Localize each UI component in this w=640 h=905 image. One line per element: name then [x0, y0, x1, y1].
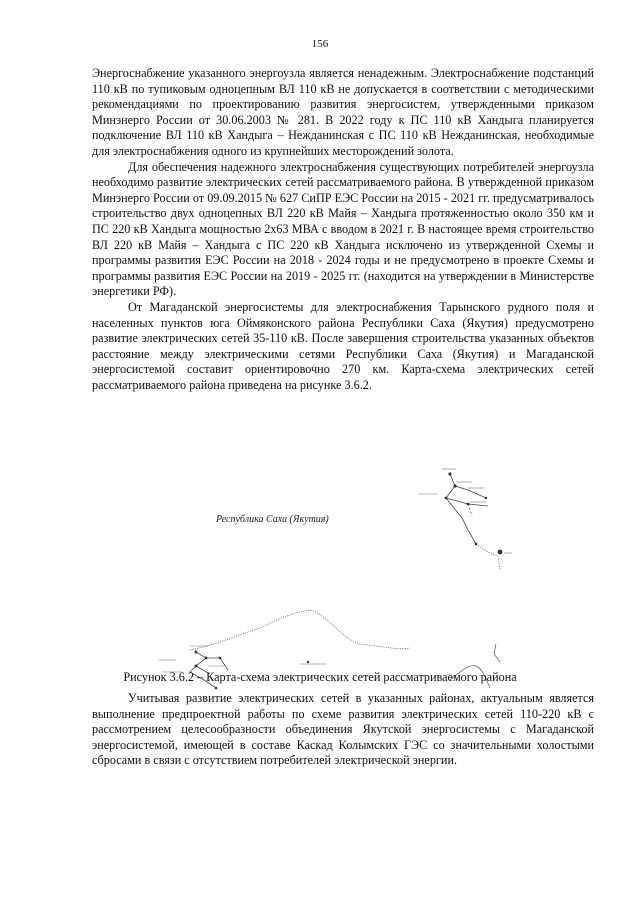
node-ne-1 [448, 472, 451, 475]
body-text [92, 66, 594, 393]
line-ne-3 [446, 498, 476, 544]
line-ne-5 [476, 544, 500, 570]
northeast-label-marks [418, 469, 512, 553]
paragraph-3: От Магаданской энергосистемы для электроснабжения Тарынского рудного поля и населенных пунктов юга Оймяконского района Республики Саха (Якутия) предусмотрено развитие электрических сетей 35-110 кВ. После завершения строительства указанных объектов расстояние между электрическими сетями Республики Саха (Якутия) и Магаданской энергосистемой составит ориентировочно 270 км. Карта-схема электрических сетей рассматриваемого района приведена на рисунке 3.6.2. [92, 299, 594, 392]
northeast-network [446, 474, 500, 570]
node-ne-6 [475, 543, 478, 546]
figure-caption: Рисунок 3.6.2 – Карта-схема электрических сетей рассматриваемого района [123, 670, 517, 684]
electric-network-map [150, 458, 530, 690]
node-center-south [307, 661, 309, 663]
node-ne-2 [453, 484, 456, 487]
map-title: Республика Саха (Якутия) [216, 514, 329, 525]
southwest-label-marks [158, 646, 326, 672]
node-sw-2 [205, 657, 208, 660]
boundary-line [190, 610, 410, 650]
node-ne-3 [445, 497, 448, 500]
node-sw-1 [195, 651, 198, 654]
node-sw-4 [219, 657, 222, 660]
node-ne-7 [498, 550, 503, 555]
line-ne-4 [468, 504, 472, 516]
northeast-nodes [445, 472, 503, 554]
coast-line-2 [494, 644, 500, 662]
node-ne-4 [467, 503, 470, 506]
node-sw-3 [195, 665, 198, 668]
line-sw-2 [206, 658, 228, 670]
paragraph-1: Энергоснабжение указанного энергоузла является ненадежным. Электроснабжение подстанций 110 кВ по тупиковым одноцепным ВЛ 110 кВ не допускается в соответствии с методическими рекомендациями по проектированию развития энергосистем, утвержденными приказом Минэнерго России от 30.06.2003 № 281. В 2022 году к ПС 110 кВ Хандыга планируется подключение ВЛ 110 кВ Хандыга – Нежданинская с ПС 110 кВ Нежданинская, необходимые для электроснабжения одного из крупнейших месторождений золота. [92, 66, 594, 158]
paragraph-4: Учитывая развитие электрических сетей в указанных районах, актуальным является выполнение предпроектной работы по схеме развития электрических сетей 110-220 кВ с рассмотрением целесообразности объединения Якутской энергосистемы с Магаданской энергосистемой, имеющей в составе Каскад Колымских ГЭС со значительными холостыми сбросами в связи с отсутствием потребителей электрической энергии. [92, 691, 594, 768]
closing-text [92, 691, 594, 769]
node-ne-5 [485, 497, 487, 499]
paragraph-2: Для обеспечения надежного электроснабжения существующих потребителей энергоузла необходимо развитие электрических сетей рассматриваемого района. В утвержденной приказом Минэнерго России от 09.09.2015 № 627 СиПР ЕЭС России на 2015 - 2021 гг. предусматривалось строительство двух одноцепных ВЛ 220 кВ Майя – Хандыга протяженностью около 350 км и ПС 220 кВ Хандыга мощностью 2х63 МВА с вводом в 2021 г. В настоящее время строительство ВЛ 220 кВ Майя – Хандыга с ПС 220 кВ Хандыга исключено из утвержденной Схемы и программы развития ЕЭС России на 2018 - 2024 годы и не предусмотрено в проекте Схемы и программы развития ЕЭС России на 2019 - 2025 гг. (находится на утверждении в Министерстве энергетики РФ). [92, 159, 594, 299]
page-number: 156 [311, 38, 329, 50]
node-sw-5 [215, 687, 218, 690]
